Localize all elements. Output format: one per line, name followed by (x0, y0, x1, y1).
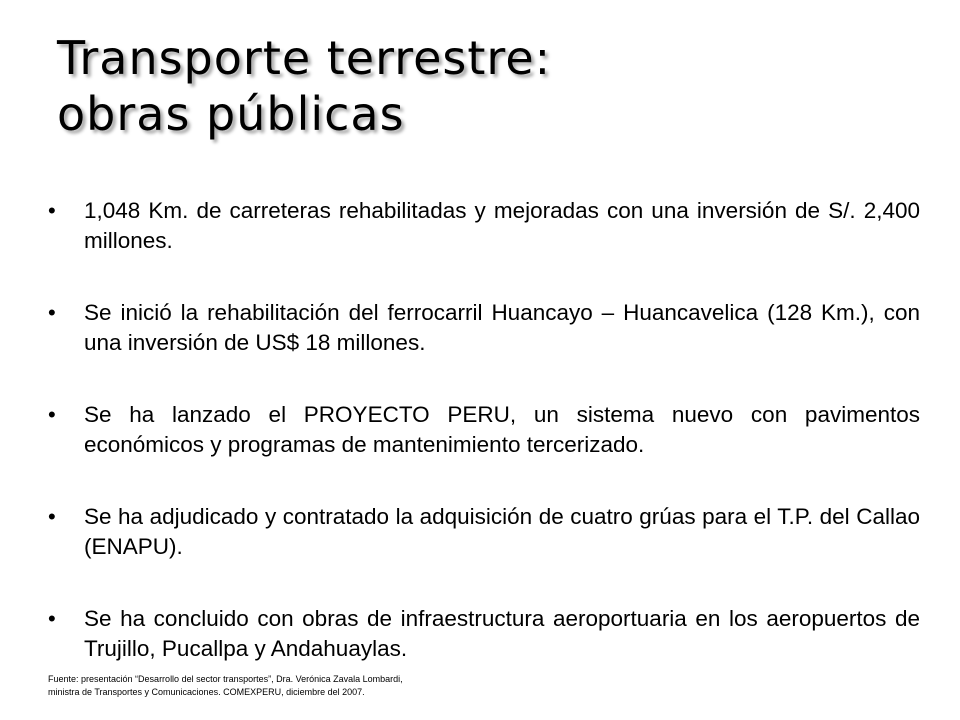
bullet-text: Se inició la rehabilitación del ferrocarril Huancayo – Huancavelica (128 Km.), con una inversión de US$ 18 millones. (84, 300, 920, 355)
bullet-dot-icon: • (48, 198, 56, 223)
bullet-text: Se ha concluido con obras de infraestructura aeroportuaria en los aeropuertos de Trujillo, Pucallpa y Andahuaylas. (84, 606, 920, 661)
slide-title-line-2: obras públicas (57, 87, 405, 141)
bullet-item (48, 604, 920, 664)
bullet-item (48, 196, 920, 256)
bullet-dot-icon: • (48, 300, 56, 325)
bullet-dot-icon: • (48, 504, 56, 529)
bullet-dot-icon: • (48, 606, 56, 631)
slide-title (57, 30, 917, 142)
bullet-item (48, 400, 920, 460)
bullet-text: Se ha lanzado el PROYECTO PERU, un sistema nuevo con pavimentos económicos y programas de mantenimiento tercerizado. (84, 402, 920, 457)
source-note-line-1: Fuente: presentación “Desarrollo del sector transportes”, Dra. Verónica Zavala Lombardi, (48, 674, 403, 684)
bullet-text: 1,048 Km. de carreteras rehabilitadas y mejoradas con una inversión de S/. 2,400 millones. (84, 198, 920, 253)
bullet-list (48, 196, 920, 706)
slide-title-line-1: Transporte terrestre: (57, 31, 552, 85)
bullet-item (48, 502, 920, 562)
bullet-text: Se ha adjudicado y contratado la adquisición de cuatro grúas para el T.P. del Callao (ENAPU). (84, 504, 920, 559)
bullet-item (48, 298, 920, 358)
source-note-line-2: ministra de Transportes y Comunicaciones. COMEXPERU, diciembre del 2007. (48, 687, 365, 697)
source-note (48, 673, 608, 699)
bullet-dot-icon: • (48, 402, 56, 427)
